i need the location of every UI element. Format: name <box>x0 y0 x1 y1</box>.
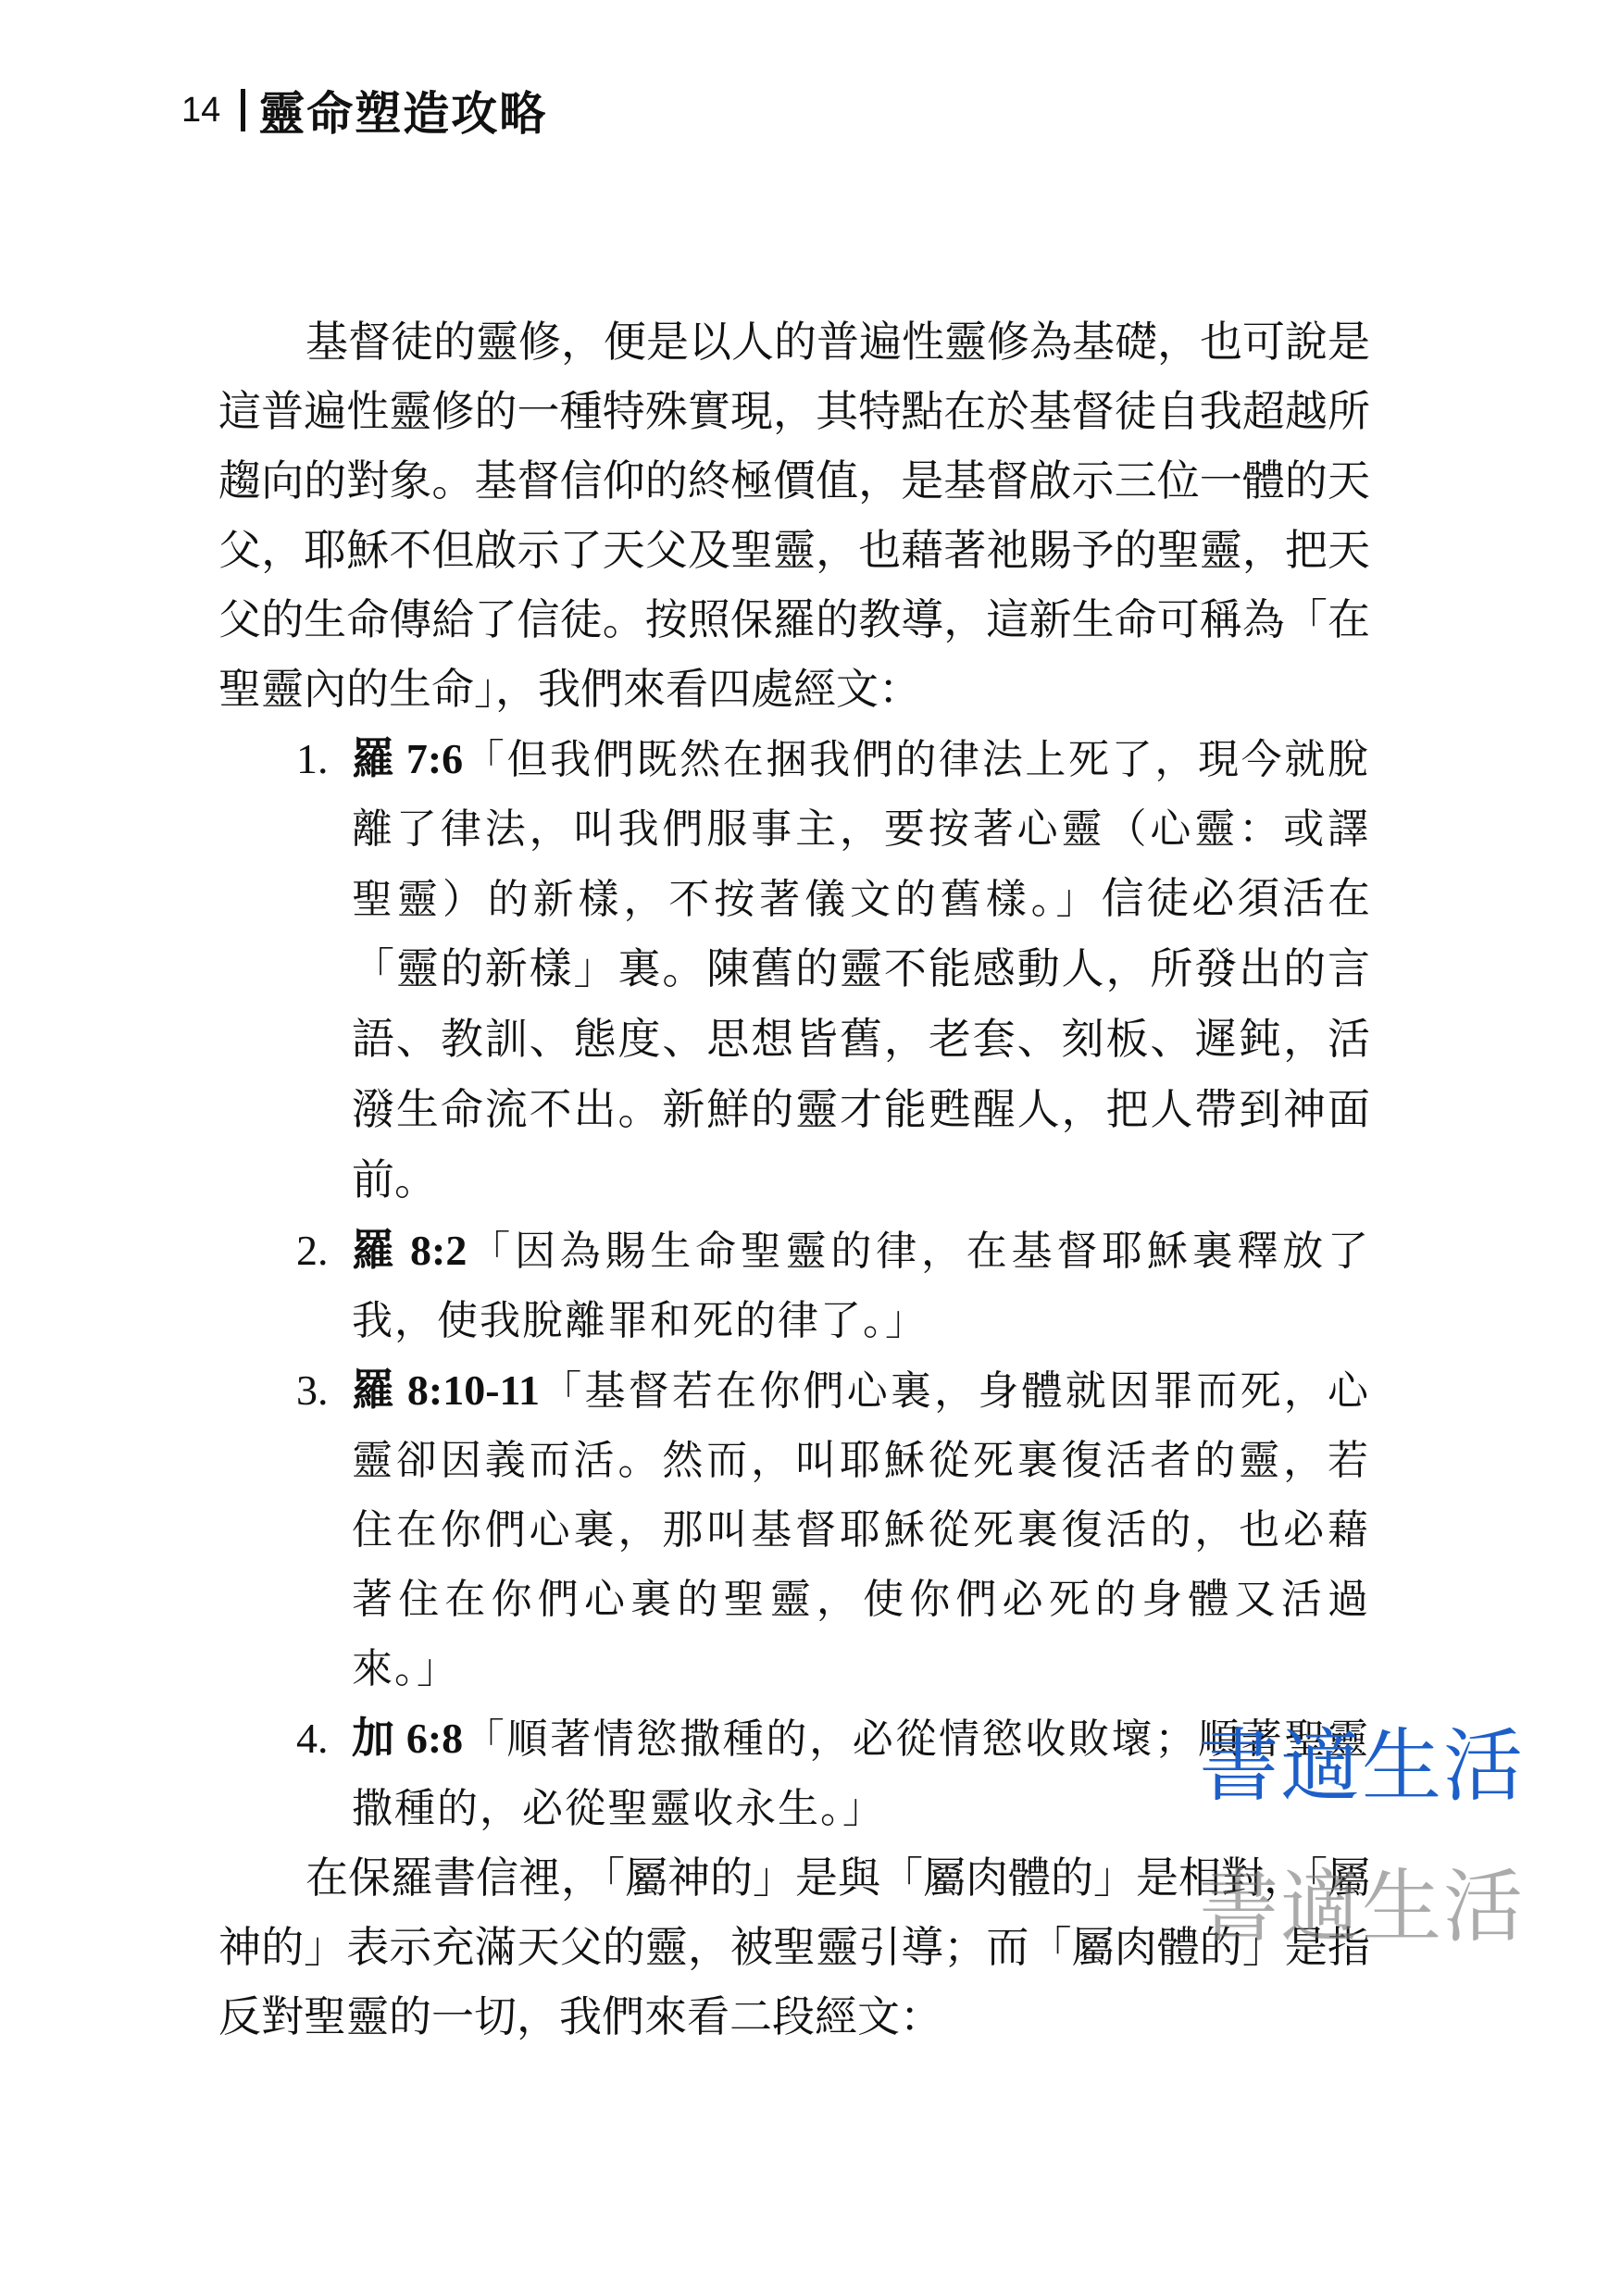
verse-quote: 「但我們既然在捆我們的律法上死了，現今就脫離了律法，叫我們服事主，要按著心靈（心靈：或譯聖靈）的新樣，不按著儀文的舊樣。」 <box>352 736 1370 923</box>
watermark-blue: 書適生活 <box>1199 1720 1525 1813</box>
verse-quote: 「順著情慾撒種的，必從情慾收敗壞；順著聖靈撒種的，必從聖靈收永生。」 <box>352 1716 1370 1832</box>
verse-reference: 羅 8:2 <box>352 1227 468 1274</box>
verse-item <box>218 1216 1370 1355</box>
verse-reference: 羅 7:6 <box>352 735 464 782</box>
page-number: 14 <box>181 90 221 130</box>
verse-number: 3. <box>296 1366 329 1414</box>
book-title: 靈命塑造攻略 <box>258 86 548 141</box>
running-header <box>181 78 547 143</box>
body-text <box>218 307 1370 2052</box>
watermark-gray: 書適生活 <box>1199 1861 1525 1953</box>
verse-item <box>218 1355 1370 1703</box>
header-divider <box>241 89 245 131</box>
verse-quote: 「因為賜生命聖靈的律，在基督耶穌裏釋放了我，使我脫離罪和死的律了。」 <box>352 1228 1370 1344</box>
verse-number: 1. <box>296 735 329 782</box>
verse-comment: 信徒必須活在「靈的新樣」裏。陳舊的靈不能感動人，所發出的言語、教訓、態度、思想皆舊，老套、刻板、遲鈍，活潑生命流不出。新鮮的靈才能甦醒人，把人帶到神面前。 <box>352 873 1370 1204</box>
verse-item <box>218 724 1370 1216</box>
verse-reference: 加 6:8 <box>352 1715 464 1762</box>
verse-quote: 「基督若在你們心裏，身體就因罪而死，心靈卻因義而活。然而，叫耶穌從死裏復活者的靈，若住在你們心裏，那叫基督耶穌從死裏復活的，也必藉著住在你們心裏的聖靈，使你們必死的身體又活過來。」 <box>352 1367 1371 1692</box>
verse-number: 4. <box>296 1715 329 1762</box>
paragraph-intro <box>218 307 1370 724</box>
verse-item <box>218 1703 1370 1843</box>
paragraph-closing-text: 在保羅書信裡，「屬神的」是與「屬肉體的」是相對，「屬神的」表示充滿天父的靈，被聖靈引導；而「屬肉體的」是指反對聖靈的一切，我們來看二段經文： <box>218 1853 1370 2041</box>
verse-number: 2. <box>296 1227 329 1274</box>
verse-list <box>218 724 1370 1843</box>
verse-reference: 羅 8:10-11 <box>352 1366 541 1414</box>
paragraph-closing <box>218 1843 1370 2052</box>
paragraph-intro-text: 基督徒的靈修，便是以人的普遍性靈修為基礎，也可說是這普遍性靈修的一種特殊實現，其特點在於基督徒自我超越所趨向的對象。基督信仰的終極價值，是基督啟示三位一體的天父，耶穌不但啟示了天父及聖靈，也藉著祂賜予的聖靈，把天父的生命傳給了信徒。按照保羅的教導，這新生命可稱為「在聖靈內的生命」，我們來看四處經文： <box>218 317 1370 714</box>
